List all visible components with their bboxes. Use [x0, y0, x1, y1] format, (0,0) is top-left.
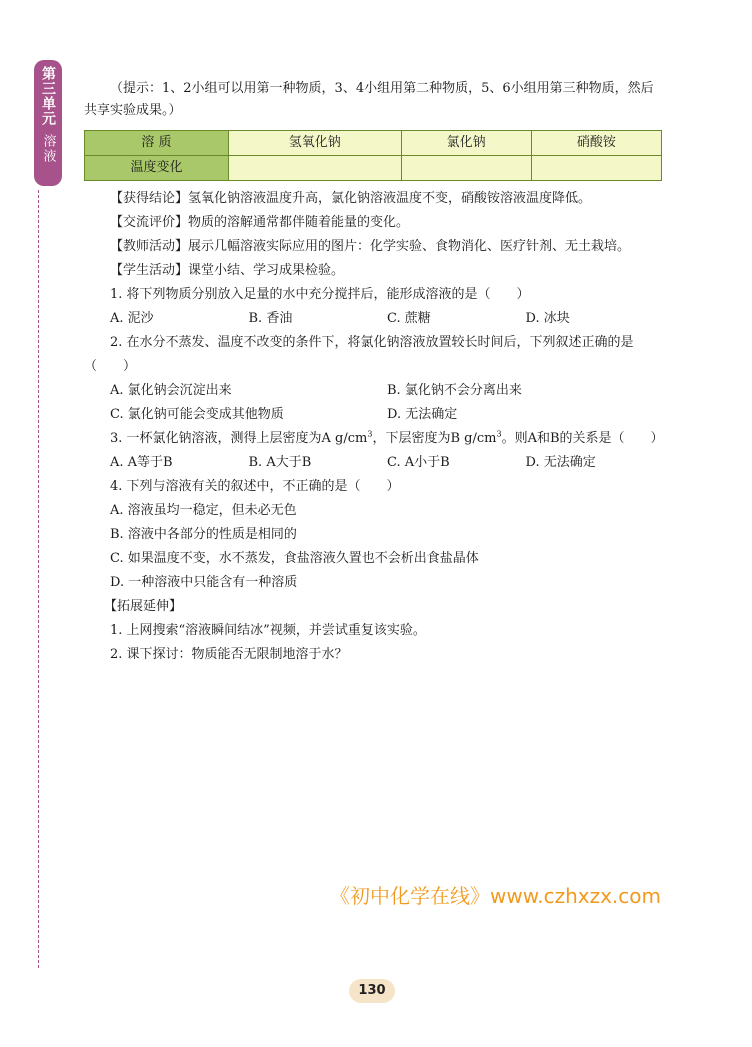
option: A. 泥沙 — [110, 311, 154, 326]
option: B. 香油 — [248, 311, 293, 326]
evaluation-para: 【交流评价】物质的溶解通常都伴随着能量的变化。 — [110, 215, 410, 230]
question-2-options-row1 — [84, 379, 664, 403]
option: D. 无法确定 — [525, 455, 596, 470]
question-2-options-row2 — [84, 403, 664, 427]
student-activity-para: 【学生活动】课堂小结、学习成果检验。 — [110, 263, 345, 278]
table-header-row — [85, 131, 662, 156]
option: A. 氯化钠会沉淀出来 — [110, 383, 232, 398]
option: A. 溶液虽均一稳定，但未必无色 — [110, 503, 297, 518]
question-3-options — [84, 451, 664, 475]
table-cell: 溶 质 — [85, 131, 229, 156]
option: C. 如果温度不变，水不蒸发，食盐溶液久置也不会析出食盐晶体 — [110, 551, 479, 566]
hint-text: （提示：1、2小组可以用第一种物质，3、4小组用第二种物质，5、6小组用第三种物质，然后共享实验成果。） — [84, 81, 654, 118]
question-4-stem: 4. 下列与溶液有关的叙述中，不正确的是（ ） — [110, 479, 400, 494]
table-cell — [229, 156, 402, 181]
table-cell — [531, 156, 661, 181]
extension-item: 2. 课下探讨：物质能否无限制地溶于水？ — [110, 647, 348, 662]
extension-item: 1. 上网搜索“溶液瞬间结冰”视频，并尝试重复该实验。 — [110, 623, 426, 638]
option: C. A小于B — [387, 455, 450, 470]
table-cell: 氢氧化钠 — [229, 131, 402, 156]
question-1-stem: 1. 将下列物质分别放入足量的水中充分搅拌后，能形成溶液的是（ ） — [110, 287, 530, 302]
q3-stem-part: 。则A和B的关系是（ ） — [501, 431, 664, 446]
solute-table — [84, 130, 662, 181]
option: B. A大于B — [248, 455, 312, 470]
margin-dashed-line — [38, 190, 39, 968]
q3-superscript: 3 — [367, 429, 373, 439]
watermark-text: 《初中化学在线》www.czhxzx.com — [330, 884, 662, 908]
option: D. 一种溶液中只能含有一种溶质 — [110, 575, 298, 590]
option: B. 氯化钠不会分离出来 — [387, 383, 522, 398]
option: A. A等于B — [110, 455, 173, 470]
option: C. 蔗糖 — [387, 311, 431, 326]
q3-stem-part: ，下层密度为B g/cm — [372, 431, 497, 446]
teacher-activity-para: 【教师活动】展示几幅溶液实际应用的图片：化学实验、食物消化、医疗针剂、无土栽培。 — [110, 239, 631, 254]
option: C. 氯化钠可能会变成其他物质 — [110, 407, 284, 422]
unit-label: 第三单元 — [40, 66, 56, 126]
table-cell — [401, 156, 531, 181]
question-2-stem: 2. 在水分不蒸发、温度不改变的条件下，将氯化钠溶液放置较长时间后，下列叙述正确的是（ ） — [84, 335, 634, 374]
option: D. 无法确定 — [387, 407, 458, 422]
table-cell: 温度变化 — [85, 156, 229, 181]
table-cell: 氯化钠 — [401, 131, 531, 156]
option: B. 溶液中各部分的性质是相同的 — [110, 527, 297, 542]
table-row — [85, 156, 662, 181]
question-1-options — [84, 307, 664, 331]
unit-side-tab — [34, 60, 62, 186]
q3-superscript: 3 — [496, 429, 502, 439]
option: D. 冰块 — [525, 311, 570, 326]
conclusion-para: 【获得结论】氢氧化钠溶液温度升高，氯化钠溶液温度不变，硝酸铵溶液温度降低。 — [110, 191, 592, 206]
page-content — [84, 78, 664, 667]
page-number: 130 — [349, 979, 395, 1003]
extension-title: 【拓展延伸】 — [104, 599, 183, 614]
question-3-stem — [84, 427, 664, 451]
table-cell: 硝酸铵 — [531, 131, 661, 156]
topic-label: 溶液 — [40, 134, 56, 164]
q3-stem-part: 3. 一杯氯化钠溶液，测得上层密度为A g/cm — [110, 431, 368, 446]
